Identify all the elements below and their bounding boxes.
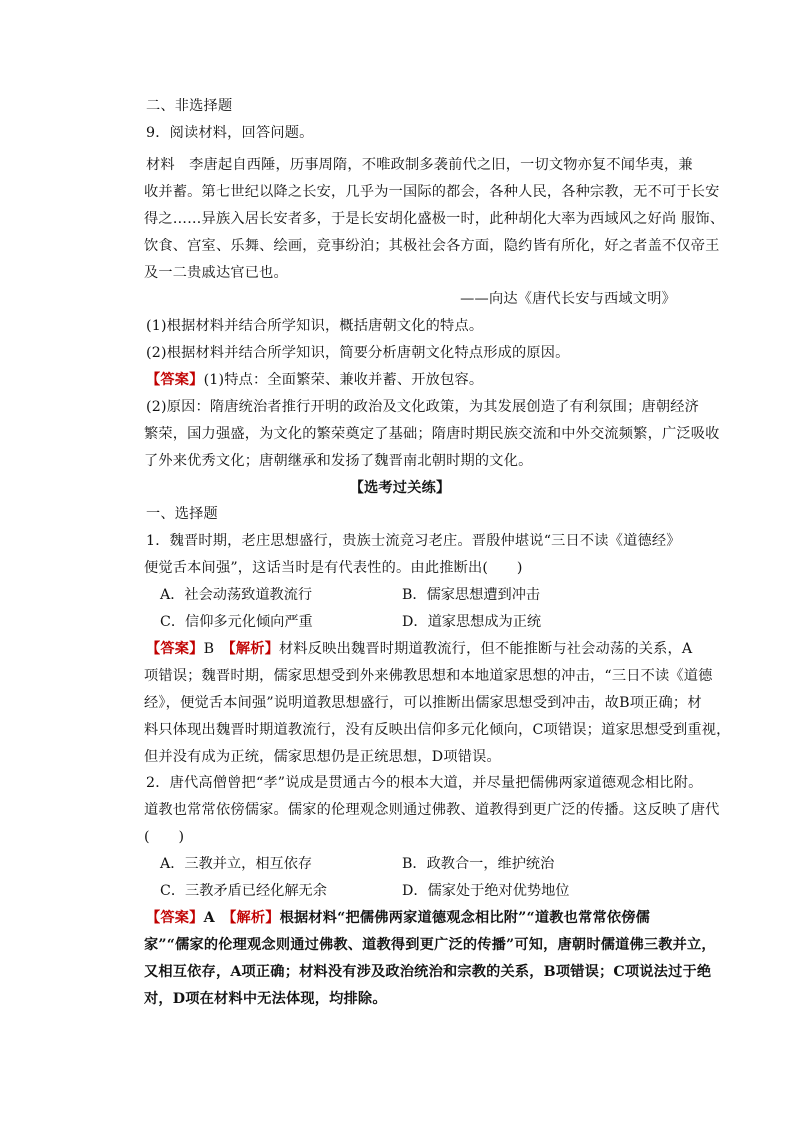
material-source: ——向达《唐代长安与西域文明》 (460, 291, 676, 307)
answer-line: 繁荣，国力强盛，为文化的繁荣奠定了基础；隋唐时期民族交流和中外交流频繁，广泛吸收 (144, 426, 720, 442)
question-2-stem: 2．唐代高僧曾把“孝”说成是贯通古今的根本大道，并尽量把儒佛两家道德观念相比附。 (146, 775, 703, 791)
material-line: 及一二贵戚达官已也。 (144, 265, 288, 281)
q1-analysis-line: 料只体现出魏晋时期道教流行，没有反映出信仰多元化倾向，C项错误；道家思想受到重视， (144, 722, 731, 738)
option-a: A．社会动荡致道教流行 (160, 587, 313, 603)
question-9-title: 9．阅读材料，回答问题。 (146, 125, 314, 141)
material-line: 饮食、宫室、乐舞、绘画，竞事纷泊；其极社会各方面，隐约皆有所化，好之者盖不仅帝王 (144, 238, 720, 254)
option-d: D．儒家处于绝对优势地位 (402, 883, 570, 899)
analysis-tag: 【解析】 (229, 910, 280, 926)
sub-question-1: (1)根据材料并结合所学知识，概括唐朝文化的特点。 (146, 318, 484, 334)
answer-tag: 【答案】 (146, 641, 204, 657)
answer-line: (2)原因：隋唐统治者推行开明的政治及文化政策，为其发展创造了有利氛围；唐朝经济 (146, 399, 700, 415)
option-d: D．道家思想成为正统 (402, 614, 542, 630)
question-1-stem: 便觉舌本间强”，这话当时是有代表性的。由此推断出( ) (144, 560, 523, 576)
answer-tag: 【答案】 (146, 910, 204, 926)
answer-tag: 【答案】 (146, 372, 204, 388)
material-line: 材料 李唐起自西陲，历事周隋，不唯政制多袭前代之旧，一切文物亦复不闻华夷，兼 (146, 157, 693, 173)
answer-letter: A (203, 910, 230, 926)
material-line: 得之……异族入居长安者多，于是长安胡化盛极一时，此种胡化大率为西域风之好尚 服饰、 (144, 211, 725, 227)
q2-analysis-line (146, 908, 658, 928)
q2-analysis-line: 家”“儒家的伦理观念则通过佛教、道教得到更广泛的传播”可知，唐朝时儒道佛三教并立， (144, 937, 716, 953)
section-title: 【选考过关练】 (349, 480, 451, 496)
option-a: A．三教并立，相互依存 (160, 856, 313, 872)
q2-analysis-line: 对，D项在材料中无法体现，均排除。 (144, 991, 387, 1007)
section-heading-nonchoice: 二、非选择题 (146, 98, 233, 114)
question-2-stem: 道教也常常依傍儒家。儒家的伦理观念则通过佛教、道教得到更广泛的传播。这反映了唐代 (144, 802, 720, 818)
answer-text: (1)特点：全面繁荣、兼收并蓄、开放包容。 (203, 372, 484, 388)
question-1-stem: 1．魏晋时期，老庄思想盛行，贵族士流竞习老庄。晋殷仲堪说“三日不读《道德经》 (146, 533, 681, 549)
option-b: B．儒家思想遭到冲击 (402, 587, 541, 603)
q2-analysis-line: 又相互依存，A项正确；材料没有涉及政治统治和宗教的关系，B项错误；C项说法过于绝 (144, 964, 712, 980)
answer-line: 了外来优秀文化；唐朝继承和发扬了魏晋南北朝时期的文化。 (144, 453, 533, 469)
q1-analysis-line: 经》，便觉舌本间强”说明道教思想盛行，可以推断出儒家思想受到冲击，故B项正确；材 (144, 695, 702, 711)
answer-line (146, 370, 658, 390)
q1-analysis-line (146, 639, 693, 659)
q1-analysis-line: 但并没有成为正统，儒家思想仍是正统思想，D项错误。 (144, 749, 501, 765)
analysis-text: 根据材料“把儒佛两家道德观念相比附”“道教也常常依傍儒 (279, 910, 651, 926)
option-c: C．三教矛盾已经化解无余 (160, 883, 327, 899)
analysis-text: 材料反映出魏晋时期道教流行，但不能推断与社会动荡的关系，A (279, 641, 693, 657)
option-b: B．政教合一，维护统治 (402, 856, 555, 872)
option-c: C．信仰多元化倾向严重 (160, 614, 313, 630)
question-2-stem: ( ) (144, 829, 185, 845)
section-heading-choice: 一、选择题 (146, 506, 218, 522)
answer-letter: B (203, 641, 229, 657)
sub-question-2: (2)根据材料并结合所学知识，简要分析唐朝文化特点形成的原因。 (146, 345, 570, 361)
analysis-tag: 【解析】 (228, 641, 280, 657)
q1-analysis-line: 项错误；魏晋时期，儒家思想受到外来佛教思想和本地道家思想的冲击，“三日不读《道德 (144, 668, 713, 684)
material-line: 收并蓄。第七世纪以降之长安，几乎为一国际的都会，各种人民，各种宗教，无不可于长安 (144, 184, 720, 200)
